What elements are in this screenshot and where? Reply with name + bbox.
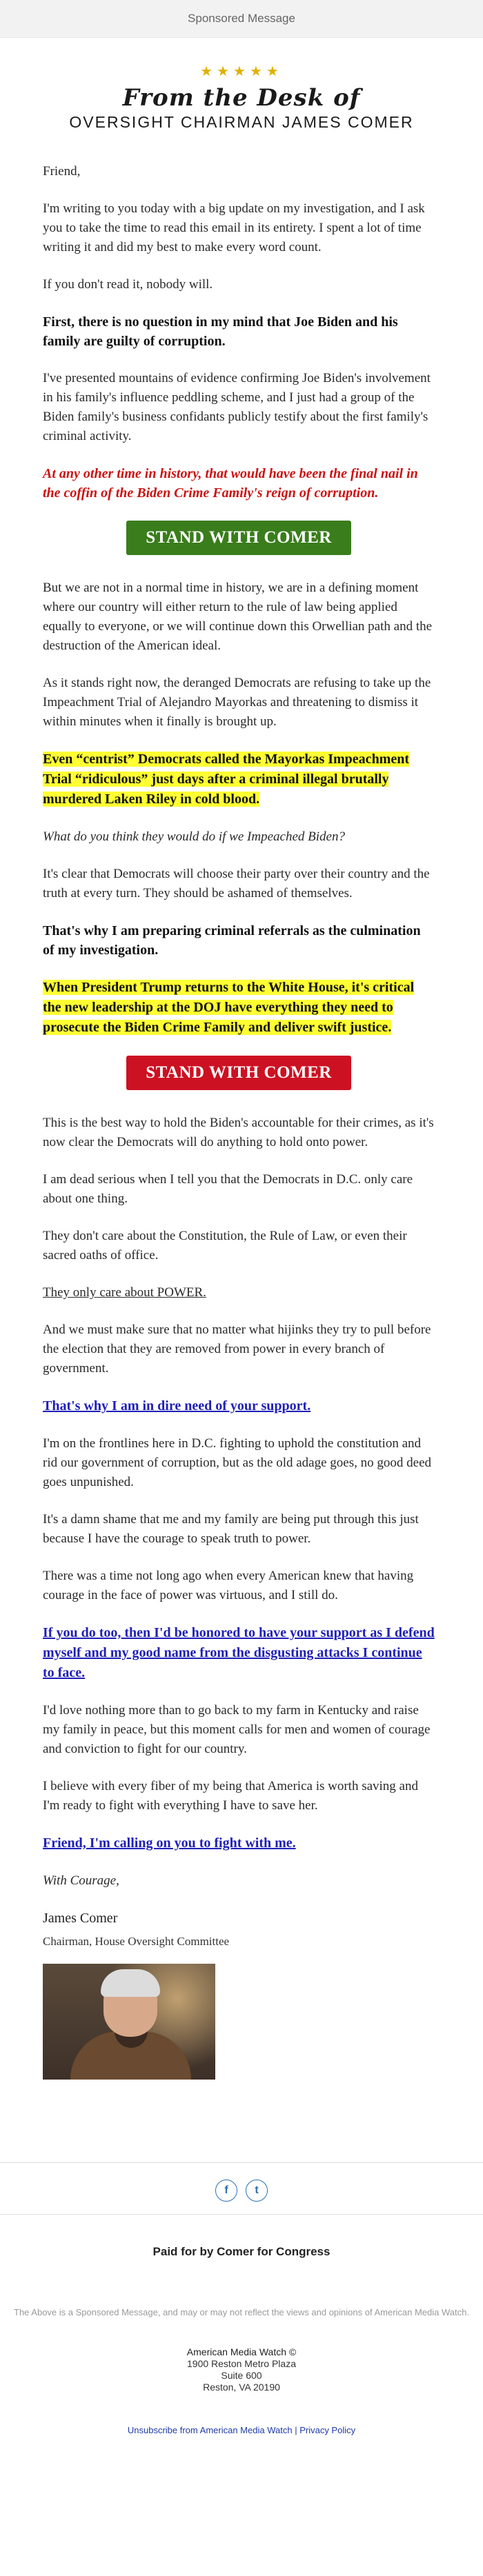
sponsored-banner <box>0 0 483 38</box>
unsubscribe-link[interactable]: American Media Watch <box>199 2425 293 2435</box>
paragraph: And we must make sure that no matter what hijinks they try to pull before the election that they are removed from power in every branch of government. <box>43 1322 431 1376</box>
highlight-text: Even “centrist” Democrats called the Mayorkas Impeachment Trial “ridiculous” just days after a criminal illegal brutally murdered Laken Riley in cold blood. <box>43 752 410 807</box>
unsubscribe-prefix[interactable]: Unsubscribe from <box>127 2425 198 2435</box>
social-links <box>0 2180 483 2202</box>
bold-paragraph: That's why I am preparing criminal referrals as the culmination of my investigation. <box>43 923 421 958</box>
paragraph: But we are not in a normal time in history, we are in a defining moment where our country will either return to the rule of law being applied equally to everyone, or we will continue down this Orwellian path and the destruction of the American ideal. <box>43 581 433 653</box>
paragraph: There was a time not long ago when every American knew that having courage in the face of power was virtuous, and I still do. <box>43 1569 414 1602</box>
stand-with-comer-button-2[interactable]: STAND WITH COMER <box>126 1056 351 1090</box>
disclaimer: The Above is a Sponsored Message, and may or may not reflect the views and opinions of American Media Watch. <box>14 2307 469 2317</box>
address-line: Suite 600 <box>221 2370 262 2381</box>
closing: With Courage, <box>43 1873 119 1888</box>
privacy-policy-link[interactable]: Privacy Policy <box>299 2425 356 2435</box>
letterhead-script: From the Desk of <box>122 84 361 112</box>
sponsored-label: Sponsored Message <box>188 12 295 25</box>
facebook-icon[interactable]: f <box>215 2180 237 2202</box>
underlined-paragraph: They only care about POWER. <box>43 1285 206 1300</box>
signature-name: James Comer <box>43 1911 118 1926</box>
stars-icon: ★★★★★ <box>200 64 283 79</box>
honored-support-link[interactable]: If you do too, then I'd be honored to have your support as I defend myself and my good name from the disgusting attacks I continue to face. <box>43 1625 435 1680</box>
separator: | <box>295 2425 297 2435</box>
paragraph: I'd love nothing more than to go back to my farm in Kentucky and raise my family in peace, but this moment calls for men and women of courage and conviction to fight for our country. <box>43 1703 431 1756</box>
paragraph: It's clear that Democrats will choose their party over their country and the truth at every turn. They should be ashamed of themselves. <box>43 867 430 900</box>
portrait-photo <box>43 1964 215 2080</box>
red-callout: At any other time in history, that would have been the final nail in the coffin of the Biden Crime Family's reign of corruption. <box>43 466 418 501</box>
paragraph: I believe with every fiber of my being that America is worth saving and I'm ready to fight with everything I have to save her. <box>43 1779 418 1813</box>
paragraph: As it stands right now, the deranged Democrats are refusing to take up the Impeachment Trial of Alejandro Mayorkas and threatening to dismiss it within minutes when it finally is brought up. <box>43 676 431 729</box>
signature-title: Chairman, House Oversight Committee <box>43 1935 230 1948</box>
highlight-paragraph <box>43 749 435 809</box>
support-link[interactable]: That's why I am in dire need of your support. <box>43 1398 311 1413</box>
link-paragraph <box>43 1396 435 1416</box>
address-line: 1900 Reston Metro Plaza <box>187 2358 296 2369</box>
address-line: Reston, VA 20190 <box>203 2382 280 2393</box>
paid-for-by: Paid for by Comer for Congress <box>152 2245 331 2258</box>
footer-divider <box>0 2214 483 2215</box>
fight-with-me-link[interactable]: Friend, I'm calling on you to fight with me. <box>43 1835 296 1851</box>
greeting: Friend, <box>43 164 81 179</box>
mailing-address <box>0 2346 483 2393</box>
company-name: American Media Watch © <box>186 2346 297 2357</box>
paragraph: I'm writing to you today with a big update on my investigation, and I ask you to take the time to read this email in its entirety. I spent a lot of time writing it and did my best to make every word count. <box>43 201 425 254</box>
letter-body <box>0 132 483 2080</box>
highlight-text: When President Trump returns to the White House, it's critical the new leadership at the DOJ have everything they need to prosecute the Biden Crime Family and deliver swift justice. <box>43 980 415 1035</box>
paragraph: They don't care about the Constitution, the Rule of Law, or even their sacred oaths of office. <box>43 1229 407 1262</box>
divider <box>0 2162 483 2163</box>
paragraph: It's a damn shame that me and my family are being put through this just because I have the courage to speak truth to power. <box>43 1512 419 1546</box>
paragraph: I've presented mountains of evidence confirming Joe Biden's involvement in his family's influence peddling scheme, and I just had a group of the Biden family's business confidants publicly testify about the first family's criminal activity. <box>43 371 431 443</box>
twitter-icon[interactable]: t <box>246 2180 268 2202</box>
link-paragraph <box>43 1623 435 1683</box>
bold-paragraph: First, there is no question in my mind that Joe Biden and his family are guilty of corruption. <box>43 314 398 349</box>
paragraph: I am dead serious when I tell you that the Democrats in D.C. only care about one thing. <box>43 1172 413 1206</box>
paragraph: I'm on the frontlines here in D.C. fighting to uphold the constitution and rid our government of corruption, but as the old adage goes, no good deed goes unpunished. <box>43 1436 431 1489</box>
highlight-paragraph <box>43 978 435 1038</box>
letterhead <box>0 38 483 132</box>
stand-with-comer-button[interactable]: STAND WITH COMER <box>126 521 351 555</box>
paragraph: If you don't read it, nobody will. <box>43 277 213 292</box>
unsubscribe-line <box>0 2425 483 2449</box>
link-paragraph <box>43 1833 435 1853</box>
letterhead-office: OVERSIGHT CHAIRMAN JAMES COMER <box>69 113 414 131</box>
paragraph: This is the best way to hold the Biden's accountable for their crimes, as it's now clear the Democrats will do anything to hold onto power. <box>43 1116 434 1149</box>
italic-paragraph: What do you think they would do if we Impeached Biden? <box>43 829 345 844</box>
